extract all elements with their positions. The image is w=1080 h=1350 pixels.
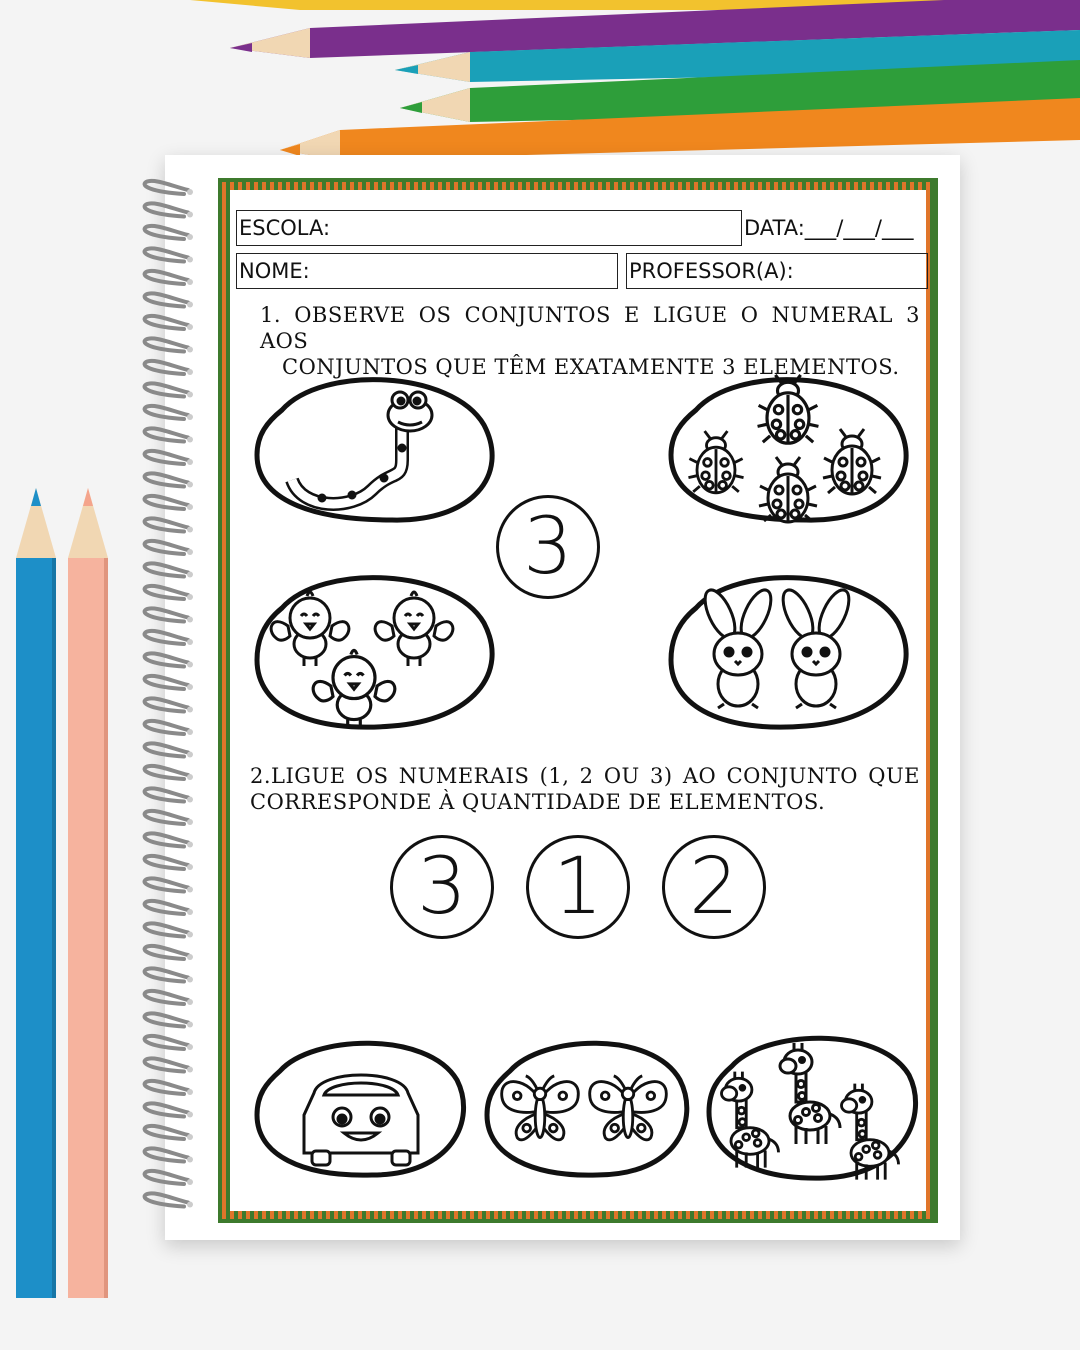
car-icon <box>304 1075 418 1165</box>
set-butterflies[interactable] <box>482 1035 690 1183</box>
escola-label: ESCOLA: <box>239 216 331 240</box>
exercise-2-numeral-1[interactable]: 1 <box>526 835 630 939</box>
side-pencils-illustration <box>0 480 120 1310</box>
set-bunnies[interactable] <box>666 568 908 744</box>
exercise-2-line-2: CORRESPONDE À QUANTIDADE DE ELEMENTOS. <box>250 790 826 814</box>
worksheet-content <box>230 190 926 1211</box>
exercise-1-line-1: 1. OBSERVE OS CONJUNTOS E LIGUE O NUMERAL 3 AOS <box>260 303 920 353</box>
data-field[interactable] <box>744 215 913 241</box>
exercise-2-instruction <box>250 763 920 815</box>
set-giraffes[interactable] <box>704 1030 918 1186</box>
professor-label: PROFESSOR(A): <box>629 259 794 283</box>
set-snake[interactable] <box>252 370 496 530</box>
nome-field[interactable] <box>236 253 618 289</box>
escola-field[interactable] <box>236 210 742 246</box>
exercise-2-numeral-2[interactable]: 2 <box>662 835 766 939</box>
set-ladybugs[interactable] <box>666 370 908 530</box>
top-pencils-illustration <box>0 0 1080 160</box>
exercise-2-numeral-3[interactable]: 3 <box>390 835 494 939</box>
exercise-1-numeral-3[interactable]: 3 <box>496 495 600 599</box>
spiral-binding <box>132 180 202 1220</box>
worksheet-frame <box>218 178 938 1223</box>
data-label: DATA:___/___/___ <box>744 216 914 240</box>
exercise-1-line-2: CONJUNTOS QUE TÊM EXATAMENTE 3 ELEMENTOS. <box>282 355 900 379</box>
set-chicks[interactable] <box>252 568 496 744</box>
exercise-1-instruction <box>260 302 920 380</box>
nome-label: NOME: <box>239 259 310 283</box>
professor-field[interactable] <box>626 253 928 289</box>
exercise-2-line-1: 2.LIGUE OS NUMERAIS (1, 2 OU 3) AO CONJUNTO QUE <box>250 764 920 788</box>
set-car[interactable] <box>252 1035 468 1183</box>
